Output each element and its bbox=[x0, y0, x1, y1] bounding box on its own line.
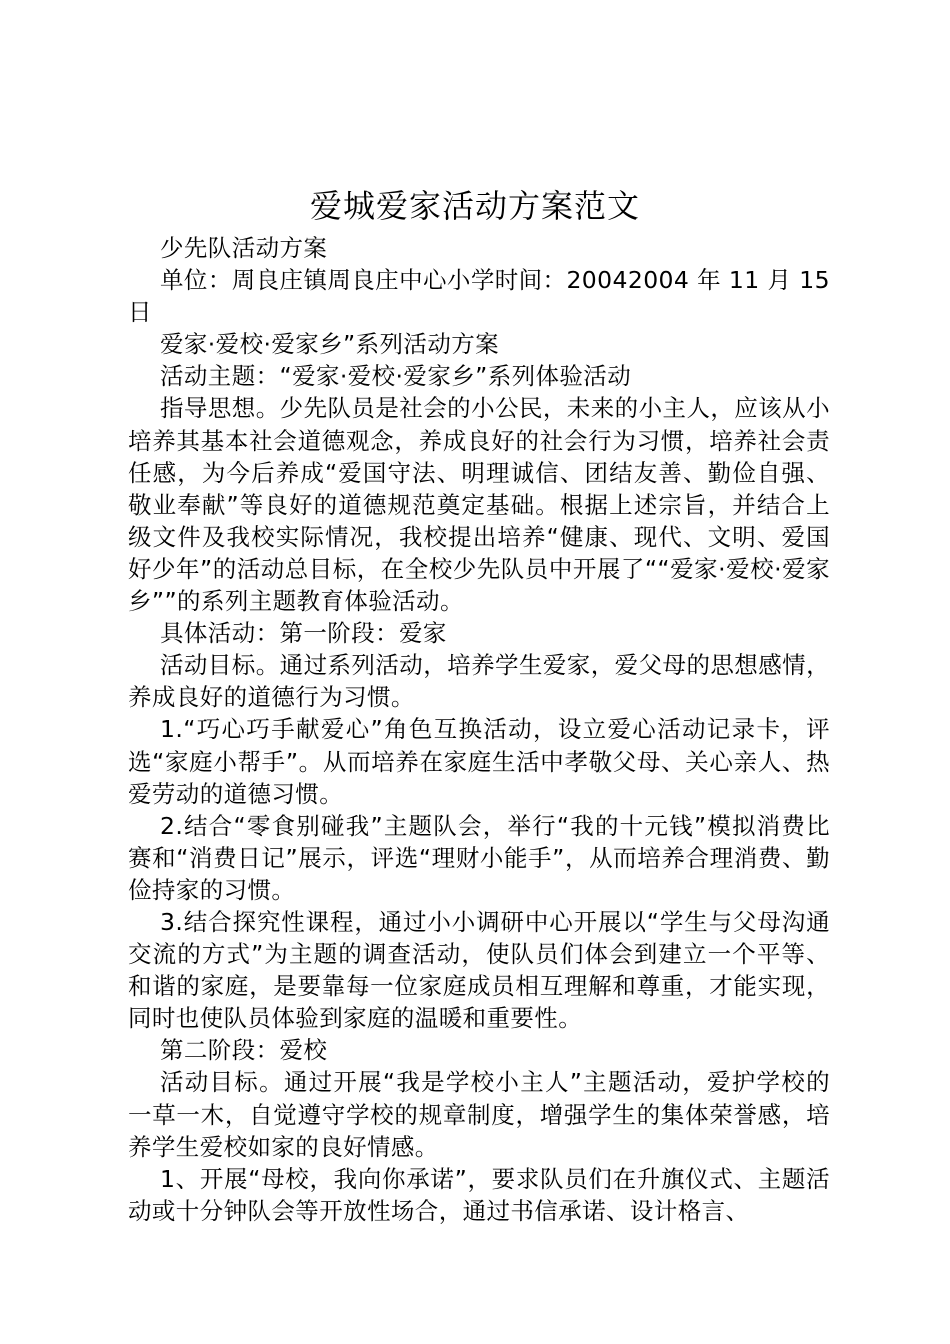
paragraph-stage-two-goal: 活动目标。通过开展“我是学校小主人”主题活动，爱护学校的一草一木，自觉遵守学校的规章制度，增强学生的集体荣誉感，培养学生爱校如家的良好情感。 bbox=[128, 1068, 830, 1161]
paragraph-stage-one-item-2: 2.结合“零食别碰我”主题队会，举行“我的十元钱”模拟消费比赛和“消费日记”展示，评选“理财小能手”，从而培养合理消费、勤俭持家的习惯。 bbox=[128, 811, 830, 904]
paragraph-guiding-idea: 指导思想。少先队员是社会的小公民，未来的小主人，应该从小培养其基本社会道德观念，养成良好的社会行为习惯，培养社会责任感，为今后养成“爱国守法、明理诚信、团结友善、勤俭自强、敬业奉献”等良好的道德规范奠定基础。根据上述宗旨，并结合上级文件及我校实际情况，我校提出培养“健康、现代、文明、爱国好少年”的活动总目标，在全校少先队员中开展了““爱家·爱校·爱家乡””的系列主题教育体验活动。 bbox=[128, 394, 830, 616]
paragraph-stage-two-heading: 第二阶段：爱校 bbox=[160, 1036, 328, 1065]
paragraph-stage-two-item-1: 1、开展“母校，我向你承诺”，要求队员们在升旗仪式、主题活动或十分钟队会等开放性场合，通过书信承诺、设计格言、 bbox=[128, 1164, 830, 1225]
paragraph-activity-theme: 活动主题：“爱家·爱校·爱家乡”系列体验活动 bbox=[160, 362, 632, 391]
paragraph-stage-one-goal: 活动目标。通过系列活动，培养学生爱家，爱父母的思想感情，养成良好的道德行为习惯。 bbox=[128, 651, 830, 712]
paragraph-stage-one-item-3: 3.结合探究性课程，通过小小调研中心开展以“学生与父母沟通交流的方式”为主题的调查活动，使队员们体会到建立一个平等、和谐的家庭，是要靠每一位家庭成员相互理解和尊重，才能实现，同时也使队员体验到家庭的温暖和重要性。 bbox=[128, 907, 830, 1033]
paragraph-stage-one-heading: 具体活动：第一阶段：爱家 bbox=[160, 619, 447, 648]
document-body bbox=[128, 232, 830, 1227]
paragraph-stage-one-item-1: 1.“巧心巧手献爱心”角色互换活动，设立爱心活动记录卡，评选“家庭小帮手”。从而培养在家庭生活中孝敬父母、关心亲人、热爱劳动的道德习惯。 bbox=[128, 715, 830, 808]
document-title: 爱城爱家活动方案范文 bbox=[309, 187, 640, 225]
paragraph-team-plan: 少先队活动方案 bbox=[160, 234, 328, 262]
paragraph-series-plan: 爱家·爱校·爱家乡”系列活动方案 bbox=[160, 330, 500, 359]
paragraph-unit-date: 单位：周良庄镇周良庄中心小学时间：20042004 年 11 月 15 日 bbox=[128, 266, 830, 327]
